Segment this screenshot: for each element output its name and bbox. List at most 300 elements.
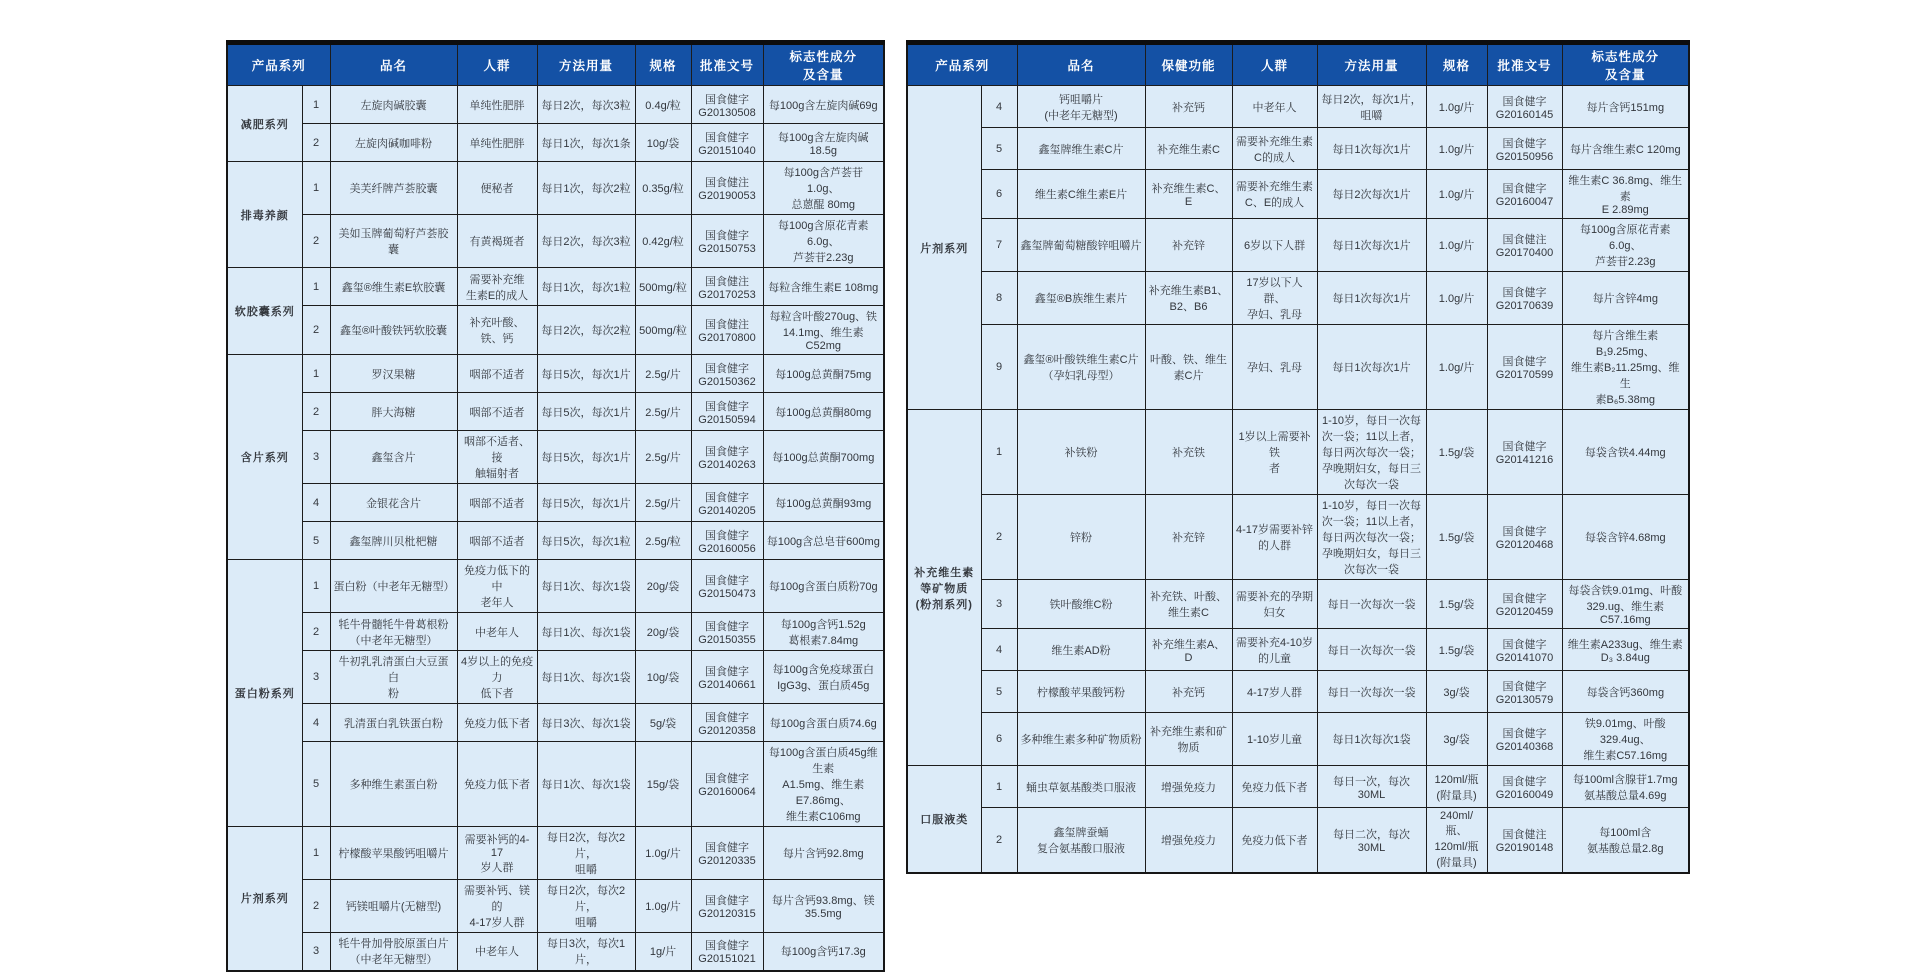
row-number-cell: 1 (302, 560, 330, 613)
ingredient-cell: 每100g含左旋肉碱69g (763, 86, 884, 124)
series-cell: 蛋白粉系列 (227, 560, 302, 827)
ingredient-cell: 每100g含蛋白质粉70g (763, 560, 884, 613)
usage-cell: 每日1次每次1片 (1317, 219, 1426, 272)
ingredient-cell: 每100g含蛋白质45g维生素 A1.5mg、维生素E7.86mg、 维生素C106mg (763, 742, 884, 827)
usage-cell: 每日2次，每次3粒 (537, 215, 635, 268)
row-number-cell: 2 (302, 613, 330, 651)
approval-number-cell: 国食健字 G20160049 (1487, 766, 1562, 808)
product-name-cell: 多种维生素多种矿物质粉 (1017, 713, 1145, 766)
table-row (907, 325, 1689, 410)
approval-number-cell: 国食健注 G20190148 (1487, 808, 1562, 874)
product-name-cell: 蛹虫草氨基酸类口服液 (1017, 766, 1145, 808)
usage-cell: 每日1次每次1片 (1317, 128, 1426, 170)
spec-cell: 2.5g/片 (635, 431, 691, 484)
table-row (227, 613, 884, 651)
product-name-cell: 牛初乳乳清蛋白大豆蛋白 粉 (330, 651, 457, 704)
table-row (227, 742, 884, 827)
approval-number-cell: 国食健字 G20141070 (1487, 629, 1562, 671)
table-row (227, 651, 884, 704)
ingredient-cell: 每100g总黄酮93mg (763, 484, 884, 522)
row-number-cell: 1 (302, 355, 330, 393)
approval-number-cell: 国食健字 G20160056 (691, 522, 763, 560)
ingredient-cell: 每100g含免疫球蛋白 IgG3g、蛋白质45g (763, 651, 884, 704)
row-number-cell: 1 (302, 268, 330, 306)
column-header: 标志性成分 及含量 (763, 43, 884, 86)
target-group-cell: 需要补钙、镁的 4-17岁人群 (457, 880, 537, 933)
table-row (227, 704, 884, 742)
ingredient-cell: 每100g含原花青素6.0g、 芦荟苷2.23g (1562, 219, 1689, 272)
table-row (907, 671, 1689, 713)
ingredient-cell: 每100g总黄酮700mg (763, 431, 884, 484)
usage-cell: 每日2次，每次2粒 (537, 306, 635, 355)
left-product-table (226, 40, 885, 972)
row-number-cell: 2 (302, 306, 330, 355)
target-group-cell: 咽部不适者、接 触辐射者 (457, 431, 537, 484)
ingredient-cell: 维生素A233ug、维生素 D₃ 3.84ug (1562, 629, 1689, 671)
target-group-cell: 有黄褐斑者 (457, 215, 537, 268)
product-name-cell: 钙咀嚼片 (中老年无糖型) (1017, 86, 1145, 128)
spec-cell: 500mg/粒 (635, 306, 691, 355)
row-number-cell: 2 (981, 495, 1017, 580)
target-group-cell: 咽部不适者 (457, 484, 537, 522)
ingredient-cell: 维生素C 36.8mg、维生素 E 2.89mg (1562, 170, 1689, 219)
health-function-cell: 补充钙 (1145, 671, 1232, 713)
row-number-cell: 9 (981, 325, 1017, 410)
row-number-cell: 5 (302, 522, 330, 560)
usage-cell: 每日1次、每次1袋 (537, 742, 635, 827)
usage-cell: 每日一次每次一袋 (1317, 671, 1426, 713)
approval-number-cell: 国食健字 G20170599 (1487, 325, 1562, 410)
usage-cell: 每日二次，每次 30ML (1317, 808, 1426, 874)
usage-cell: 每日5次，每次1片 (537, 484, 635, 522)
usage-cell: 1-10岁，每日一次每 次一袋；11以上者， 每日两次每次一袋； 孕晚期妇女，每日三 次每次一袋 (1317, 495, 1426, 580)
row-number-cell: 6 (981, 170, 1017, 219)
approval-number-cell: 国食健注 G20170800 (691, 306, 763, 355)
ingredient-cell: 每100g总黄酮75mg (763, 355, 884, 393)
row-number-cell: 8 (981, 272, 1017, 325)
series-cell: 补充维生素 等矿物质 (粉剂系列) (907, 410, 981, 766)
column-header: 人群 (1232, 43, 1317, 86)
target-group-cell: 免疫力低下者 (457, 704, 537, 742)
product-name-cell: 锌粉 (1017, 495, 1145, 580)
usage-cell: 每日1次每次1片 (1317, 272, 1426, 325)
row-number-cell: 4 (981, 629, 1017, 671)
table-row (227, 393, 884, 431)
product-name-cell: 鑫玺牌维生素C片 (1017, 128, 1145, 170)
table-row (227, 827, 884, 880)
row-number-cell: 1 (302, 827, 330, 880)
spec-cell: 120ml/瓶 (附量具) (1426, 766, 1487, 808)
usage-cell: 每日1次、每次1袋 (537, 560, 635, 613)
product-name-cell: 乳清蛋白乳铁蛋白粉 (330, 704, 457, 742)
target-group-cell: 单纯性肥胖 (457, 124, 537, 162)
ingredient-cell: 每片含锌4mg (1562, 272, 1689, 325)
table-row (227, 215, 884, 268)
product-name-cell: 蛋白粉（中老年无糖型） (330, 560, 457, 613)
row-number-cell: 5 (302, 742, 330, 827)
approval-number-cell: 国食健字 G20120335 (691, 827, 763, 880)
spec-cell: 1.0g/片 (1426, 128, 1487, 170)
column-header: 产品系列 (227, 43, 330, 86)
table-row (907, 495, 1689, 580)
usage-cell: 每日一次每次一袋 (1317, 629, 1426, 671)
row-number-cell: 5 (981, 128, 1017, 170)
usage-cell: 每日1次，每次2粒 (537, 162, 635, 215)
column-header: 规格 (635, 43, 691, 86)
table-row (227, 933, 884, 971)
health-function-cell: 补充铁、叶酸、 维生素C (1145, 580, 1232, 629)
product-name-cell: 鑫玺®叶酸铁维生素C片 （孕妇乳母型） (1017, 325, 1145, 410)
target-group-cell: 免疫力低下者 (1232, 808, 1317, 874)
target-group-cell: 1-10岁儿童 (1232, 713, 1317, 766)
usage-cell: 每日3次，每次1片， (537, 933, 635, 971)
approval-number-cell: 国食健字 G20150355 (691, 613, 763, 651)
usage-cell: 每日2次每次1片 (1317, 170, 1426, 219)
approval-number-cell: 国食健字 G20150594 (691, 393, 763, 431)
table-row (227, 86, 884, 124)
spec-cell: 20g/袋 (635, 613, 691, 651)
series-cell: 排毒养颜 (227, 162, 302, 268)
spec-cell: 3g/袋 (1426, 713, 1487, 766)
ingredient-cell: 每袋含铁9.01mg、叶酸 329.ug、维生素 C57.16mg (1562, 580, 1689, 629)
product-name-cell: 柠檬酸苹果酸钙咀嚼片 (330, 827, 457, 880)
product-name-cell: 柠檬酸苹果酸钙粉 (1017, 671, 1145, 713)
product-name-cell: 左旋肉碱咖啡粉 (330, 124, 457, 162)
usage-cell: 每日1次，每次1粒 (537, 268, 635, 306)
usage-cell: 每日5次，每次1片 (537, 431, 635, 484)
target-group-cell: 需要补充维生素 C、E的成人 (1232, 170, 1317, 219)
spec-cell: 3g/袋 (1426, 671, 1487, 713)
spec-cell: 1.0g/片 (1426, 170, 1487, 219)
spec-cell: 10g/袋 (635, 651, 691, 704)
target-group-cell: 免疫力低下者 (457, 742, 537, 827)
spec-cell: 1.5g/袋 (1426, 580, 1487, 629)
health-function-cell: 补充铁 (1145, 410, 1232, 495)
table-row (907, 170, 1689, 219)
product-name-cell: 鑫玺®维生素E软胶囊 (330, 268, 457, 306)
series-cell: 减肥系列 (227, 86, 302, 162)
spec-cell: 1g/片 (635, 933, 691, 971)
product-name-cell: 牦牛骨髓牦牛骨葛根粉 （中老年无糖型） (330, 613, 457, 651)
health-function-cell: 补充维生素B1、 B2、B6 (1145, 272, 1232, 325)
spec-cell: 20g/袋 (635, 560, 691, 613)
spec-cell: 240ml/瓶、 120ml/瓶 (附量具) (1426, 808, 1487, 874)
row-number-cell: 3 (302, 651, 330, 704)
health-function-cell: 增强免疫力 (1145, 766, 1232, 808)
spec-cell: 15g/袋 (635, 742, 691, 827)
product-name-cell: 鑫玺含片 (330, 431, 457, 484)
table-row (227, 268, 884, 306)
table-row (907, 86, 1689, 128)
health-function-cell: 补充维生素C (1145, 128, 1232, 170)
target-group-cell: 中老年人 (457, 613, 537, 651)
usage-cell: 每日一次每次一袋 (1317, 580, 1426, 629)
spec-cell: 1.0g/片 (635, 827, 691, 880)
spec-cell: 1.0g/片 (635, 880, 691, 933)
ingredient-cell: 每100g总黄酮80mg (763, 393, 884, 431)
row-number-cell: 6 (981, 713, 1017, 766)
ingredient-cell: 每片含钙93.8mg、镁 35.5mg (763, 880, 884, 933)
approval-number-cell: 国食健字 G20140661 (691, 651, 763, 704)
column-header: 品名 (330, 43, 457, 86)
usage-cell: 每日1次每次1袋 (1317, 713, 1426, 766)
product-name-cell: 鑫玺牌蚕蛹 复合氨基酸口服液 (1017, 808, 1145, 874)
usage-cell: 每日5次，每次1片 (537, 355, 635, 393)
row-number-cell: 1 (302, 86, 330, 124)
ingredient-cell: 每粒含叶酸270ug、铁 14.1mg、维生素C52mg (763, 306, 884, 355)
table-row (227, 306, 884, 355)
product-name-cell: 牦牛骨加骨胶原蛋白片 （中老年无糖型） (330, 933, 457, 971)
row-number-cell: 1 (981, 410, 1017, 495)
row-number-cell: 2 (302, 215, 330, 268)
ingredient-cell: 每100g含总皂苷600mg (763, 522, 884, 560)
column-header: 产品系列 (907, 43, 1017, 86)
product-name-cell: 补铁粉 (1017, 410, 1145, 495)
product-name-cell: 多种维生素蛋白粉 (330, 742, 457, 827)
table-row (907, 272, 1689, 325)
ingredient-cell: 铁9.01mg、叶酸329.4ug、 维生素C57.16mg (1562, 713, 1689, 766)
approval-number-cell: 国食健字 G20160145 (1487, 86, 1562, 128)
table-row (227, 355, 884, 393)
target-group-cell: 孕妇、乳母 (1232, 325, 1317, 410)
table-row (227, 484, 884, 522)
health-function-cell: 补充锌 (1145, 495, 1232, 580)
health-function-cell: 叶酸、铁、维生 素C片 (1145, 325, 1232, 410)
series-cell: 口服液类 (907, 766, 981, 874)
approval-number-cell: 国食健字 G20120358 (691, 704, 763, 742)
spec-cell: 2.5g/片 (635, 393, 691, 431)
target-group-cell: 需要补充4-10岁 的儿童 (1232, 629, 1317, 671)
target-group-cell: 需要补钙的4-17 岁人群 (457, 827, 537, 880)
usage-cell: 每日1次、每次1袋 (537, 651, 635, 704)
usage-cell: 每日1次，每次1条 (537, 124, 635, 162)
usage-cell: 每日1次每次1片 (1317, 325, 1426, 410)
table-row (907, 808, 1689, 874)
product-name-cell: 钙镁咀嚼片(无糖型) (330, 880, 457, 933)
usage-cell: 1-10岁，每日一次每 次一袋；11以上者， 每日两次每次一袋； 孕晚期妇女，每日三 次每次一袋 (1317, 410, 1426, 495)
table-row (907, 219, 1689, 272)
spec-cell: 0.42g/粒 (635, 215, 691, 268)
spec-cell: 5g/袋 (635, 704, 691, 742)
table-row (227, 522, 884, 560)
spec-cell: 1.0g/片 (1426, 272, 1487, 325)
approval-number-cell: 国食健字 G20170639 (1487, 272, 1562, 325)
ingredient-cell: 每片含维生素B₁9.25mg、 维生素B₂11.25mg、维生 素B₆5.38mg (1562, 325, 1689, 410)
row-number-cell: 2 (302, 124, 330, 162)
product-name-cell: 鑫玺®B族维生素片 (1017, 272, 1145, 325)
target-group-cell: 1岁以上需要补铁 者 (1232, 410, 1317, 495)
ingredient-cell: 每100g含左旋肉碱18.5g (763, 124, 884, 162)
usage-cell: 每日2次，每次2片， 咀嚼 (537, 880, 635, 933)
approval-number-cell: 国食健注 G20170253 (691, 268, 763, 306)
health-function-cell: 补充维生素A、D (1145, 629, 1232, 671)
spec-cell: 2.5g/片 (635, 484, 691, 522)
usage-cell: 每日2次，每次2片， 咀嚼 (537, 827, 635, 880)
usage-cell: 每日2次，每次1片， 咀嚼 (1317, 86, 1426, 128)
target-group-cell: 免疫力低下的中 老年人 (457, 560, 537, 613)
ingredient-cell: 每100g含钙17.3g (763, 933, 884, 971)
ingredient-cell: 每100g含钙1.52g 葛根素7.84mg (763, 613, 884, 651)
row-number-cell: 2 (981, 808, 1017, 874)
product-name-cell: 鑫玺牌葡萄糖酸锌咀嚼片 (1017, 219, 1145, 272)
ingredient-cell: 每片含钙92.8mg (763, 827, 884, 880)
usage-cell: 每日2次，每次3粒 (537, 86, 635, 124)
product-name-cell: 铁叶酸维C粉 (1017, 580, 1145, 629)
product-name-cell: 鑫玺牌川贝枇杷糖 (330, 522, 457, 560)
row-number-cell: 2 (302, 880, 330, 933)
spec-cell: 500mg/粒 (635, 268, 691, 306)
approval-number-cell: 国食健字 G20160064 (691, 742, 763, 827)
target-group-cell: 咽部不适者 (457, 522, 537, 560)
ingredient-cell: 每100g含蛋白质74.6g (763, 704, 884, 742)
target-group-cell: 补充叶酸、 铁、钙 (457, 306, 537, 355)
row-number-cell: 4 (302, 704, 330, 742)
target-group-cell: 咽部不适者 (457, 393, 537, 431)
approval-number-cell: 国食健字 G20160047 (1487, 170, 1562, 219)
approval-number-cell: 国食健字 G20150362 (691, 355, 763, 393)
spec-cell: 1.0g/片 (1426, 86, 1487, 128)
right-product-table-wrap (906, 40, 1689, 874)
target-group-cell: 4-17岁人群 (1232, 671, 1317, 713)
health-function-cell: 补充维生素和矿 物质 (1145, 713, 1232, 766)
spec-cell: 0.4g/粒 (635, 86, 691, 124)
row-number-cell: 3 (302, 431, 330, 484)
row-number-cell: 5 (981, 671, 1017, 713)
column-header: 人群 (457, 43, 537, 86)
column-header: 标志性成分 及含量 (1562, 43, 1689, 86)
target-group-cell: 便秘者 (457, 162, 537, 215)
approval-number-cell: 国食健字 G20120468 (1487, 495, 1562, 580)
approval-number-cell: 国食健字 G20140205 (691, 484, 763, 522)
target-group-cell: 需要补充维生素 C的成人 (1232, 128, 1317, 170)
product-name-cell: 维生素AD粉 (1017, 629, 1145, 671)
spec-cell: 1.5g/袋 (1426, 629, 1487, 671)
table-row (907, 410, 1689, 495)
spec-cell: 2.5g/片 (635, 355, 691, 393)
column-header: 方法用量 (1317, 43, 1426, 86)
table-row (227, 880, 884, 933)
ingredient-cell: 每100g含芦荟苷 1.0g、 总蒽醌 80mg (763, 162, 884, 215)
series-cell: 软胶囊系列 (227, 268, 302, 355)
product-name-cell: 左旋肉碱胶囊 (330, 86, 457, 124)
table-row (907, 128, 1689, 170)
product-name-cell: 鑫玺®叶酸铁钙软胶囊 (330, 306, 457, 355)
target-group-cell: 4-17岁需要补锌 的人群 (1232, 495, 1317, 580)
ingredient-cell: 每袋含铁4.44mg (1562, 410, 1689, 495)
approval-number-cell: 国食健字 G20140263 (691, 431, 763, 484)
approval-number-cell: 国食健字 G20130508 (691, 86, 763, 124)
spec-cell: 1.0g/片 (1426, 325, 1487, 410)
approval-number-cell: 国食健字 G20130579 (1487, 671, 1562, 713)
row-number-cell: 1 (302, 162, 330, 215)
column-header: 批准文号 (691, 43, 763, 86)
spec-cell: 10g/袋 (635, 124, 691, 162)
ingredient-cell: 每片含维生素C 120mg (1562, 128, 1689, 170)
approval-number-cell: 国食健字 G20120315 (691, 880, 763, 933)
table-row (907, 766, 1689, 808)
row-number-cell: 3 (981, 580, 1017, 629)
approval-number-cell: 国食健字 G20120459 (1487, 580, 1562, 629)
table-row (227, 162, 884, 215)
health-function-cell: 补充锌 (1145, 219, 1232, 272)
target-group-cell: 单纯性肥胖 (457, 86, 537, 124)
target-group-cell: 中老年人 (1232, 86, 1317, 128)
row-number-cell: 1 (981, 766, 1017, 808)
usage-cell: 每日一次，每次 30ML (1317, 766, 1426, 808)
usage-cell: 每日5次，每次1片 (537, 393, 635, 431)
target-group-cell: 需要补充维 生素E的成人 (457, 268, 537, 306)
target-group-cell: 4岁以上的免疫力 低下者 (457, 651, 537, 704)
series-cell: 片剂系列 (907, 86, 981, 410)
row-number-cell: 3 (302, 933, 330, 971)
ingredient-cell: 每100ml含腺苷1.7mg 氨基酸总量4.69g (1562, 766, 1689, 808)
target-group-cell: 中老年人 (457, 933, 537, 971)
column-header: 批准文号 (1487, 43, 1562, 86)
usage-cell: 每日3次、每次1袋 (537, 704, 635, 742)
table-row (907, 580, 1689, 629)
table-row (907, 713, 1689, 766)
table-row (227, 124, 884, 162)
target-group-cell: 6岁以下人群 (1232, 219, 1317, 272)
approval-number-cell: 国食健字 G20150473 (691, 560, 763, 613)
target-group-cell: 咽部不适者 (457, 355, 537, 393)
approval-number-cell: 国食健字 G20151021 (691, 933, 763, 971)
approval-number-cell: 国食健字 G20140368 (1487, 713, 1562, 766)
ingredient-cell: 每袋含锌4.68mg (1562, 495, 1689, 580)
product-name-cell: 维生素C维生素E片 (1017, 170, 1145, 219)
approval-number-cell: 国食健字 G20141216 (1487, 410, 1562, 495)
product-name-cell: 美如玉牌葡萄籽芦荟胶囊 (330, 215, 457, 268)
column-header: 保健功能 (1145, 43, 1232, 86)
product-name-cell: 金银花含片 (330, 484, 457, 522)
approval-number-cell: 国食健字 G20151040 (691, 124, 763, 162)
product-name-cell: 罗汉果糖 (330, 355, 457, 393)
series-cell: 片剂系列 (227, 827, 302, 971)
target-group-cell: 17岁以下人群、 孕妇、乳母 (1232, 272, 1317, 325)
ingredient-cell: 每100ml含 氨基酸总量2.8g (1562, 808, 1689, 874)
target-group-cell: 需要补充的孕期 妇女 (1232, 580, 1317, 629)
product-name-cell: 美芙纤牌芦荟胶囊 (330, 162, 457, 215)
approval-number-cell: 国食健字 G20150753 (691, 215, 763, 268)
column-header: 品名 (1017, 43, 1145, 86)
health-function-cell: 增强免疫力 (1145, 808, 1232, 874)
table-row (227, 560, 884, 613)
spec-cell: 1.0g/片 (1426, 219, 1487, 272)
left-product-table-wrap (226, 40, 884, 972)
health-function-cell: 补充维生素C、E (1145, 170, 1232, 219)
target-group-cell: 免疫力低下者 (1232, 766, 1317, 808)
spec-cell: 2.5g/粒 (635, 522, 691, 560)
approval-number-cell: 国食健注 G20170400 (1487, 219, 1562, 272)
product-name-cell: 胖大海糖 (330, 393, 457, 431)
column-header: 方法用量 (537, 43, 635, 86)
ingredient-cell: 每袋含钙360mg (1562, 671, 1689, 713)
approval-number-cell: 国食健注 G20190053 (691, 162, 763, 215)
series-cell: 含片系列 (227, 355, 302, 560)
health-function-cell: 补充钙 (1145, 86, 1232, 128)
table-row (907, 629, 1689, 671)
spec-cell: 1.5g/袋 (1426, 495, 1487, 580)
row-number-cell: 2 (302, 393, 330, 431)
row-number-cell: 7 (981, 219, 1017, 272)
usage-cell: 每日5次，每次1粒 (537, 522, 635, 560)
table-row (227, 431, 884, 484)
spec-cell: 1.5g/袋 (1426, 410, 1487, 495)
ingredient-cell: 每片含钙151mg (1562, 86, 1689, 128)
row-number-cell: 4 (302, 484, 330, 522)
ingredient-cell: 每100g含原花青素6.0g、 芦荟苷2.23g (763, 215, 884, 268)
right-product-table (906, 40, 1690, 874)
